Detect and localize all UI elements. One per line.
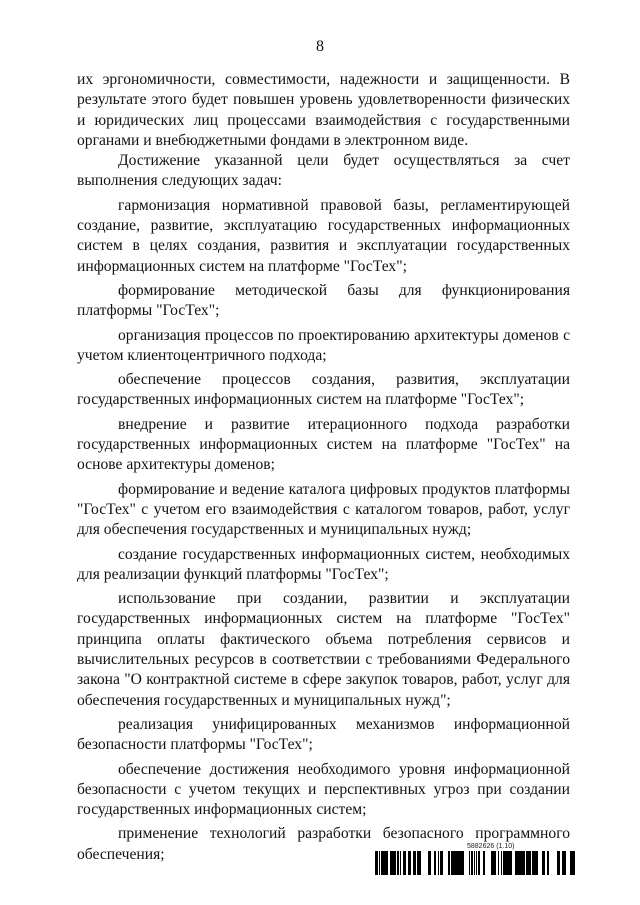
barcode-bar: [417, 851, 418, 875]
list-item: реализация унифицированных механизмов информационной безопасности платформы "ГосТех";: [77, 715, 570, 754]
barcode-bar: [376, 851, 377, 875]
barcode-bar: [483, 851, 485, 875]
barcode-bar: [409, 851, 410, 875]
barcode-bar: [515, 851, 516, 875]
barcode-bar: [532, 851, 534, 875]
list-item: организация процессов по проектированию архитектуры доменов с учетом клиентоцентричного подхода;: [77, 326, 570, 364]
barcode-bar: [494, 851, 496, 875]
barcode-bar: [516, 851, 518, 875]
barcode-bar: [478, 851, 480, 875]
barcode-bar: [507, 851, 508, 875]
barcode-bar: [387, 851, 388, 875]
barcode-bar: [535, 851, 536, 875]
barcode-bar: [390, 851, 391, 875]
barcode-bar: [571, 851, 573, 875]
list-item: гармонизация нормативной правовой базы, регламентирующей создание, развитие, эксплуатацию государственных информационных систем в целях создания, развития и эксплуатации государственных информационных систем на платформе "ГосТех";: [77, 196, 570, 275]
barcode-bar: [449, 851, 450, 875]
barcode-bar: [400, 851, 401, 875]
barcode-bar: [508, 851, 509, 875]
barcode-bar: [408, 851, 409, 875]
barcode-bar: [457, 851, 459, 875]
barcode-bar: [472, 851, 473, 875]
barcode-bar: [476, 851, 477, 875]
barcode-bar: [383, 851, 384, 875]
barcode-bar: [563, 851, 565, 875]
barcode-bar: [418, 851, 419, 875]
barcode-bar: [519, 851, 521, 875]
barcode-bar: [456, 851, 457, 875]
barcode-bar: [384, 851, 386, 875]
barcode-bar: [430, 851, 431, 875]
barcode-bar: [509, 851, 511, 875]
barcode-bar: [438, 851, 439, 875]
barcode-bar: [559, 851, 560, 875]
barcode-bar: [565, 851, 566, 875]
barcode-bar: [557, 851, 558, 875]
barcode-bar: [471, 851, 472, 875]
barcode-bar: [522, 851, 523, 875]
barcode-bar: [410, 851, 411, 875]
barcode-bar: [435, 851, 436, 875]
barcode-bar: [518, 851, 519, 875]
barcode-bar: [428, 851, 429, 875]
list-item: создание государственных информационных систем, необходимых для реализации функций платформы "ГосТех";: [77, 545, 570, 583]
barcode-bar: [498, 851, 499, 875]
barcode-bar: [453, 851, 454, 875]
barcode-bar: [469, 851, 470, 875]
barcode-bar: [459, 851, 460, 875]
barcode-bar: [375, 851, 376, 875]
barcode-bar: [415, 851, 416, 875]
barcode-bar: [524, 851, 525, 875]
list-item: обеспечение достижения необходимого уровня информационной безопасности с учетом текущих и перспективных угроз при создании государственных информационных систем;: [77, 760, 570, 819]
barcode-bar: [398, 851, 399, 875]
barcode-bar: [570, 851, 571, 875]
barcode-bar: [403, 851, 404, 875]
barcode-bar: [397, 851, 398, 875]
barcode-bar: [542, 851, 544, 875]
list-item: формирование и ведение каталога цифровых продуктов платформы "ГосТех" с учетом его взаимодействия с каталогом товаров, работ, услуг для обеспечения государственных и муниципальных нужд;: [77, 480, 570, 539]
barcode-bar: [558, 851, 559, 875]
barcode-bar: [462, 851, 463, 875]
barcode-bar: [379, 851, 380, 875]
document-code: 5882626 (1.10): [467, 843, 515, 850]
barcode-bar: [523, 851, 524, 875]
barcode-bar: [419, 851, 421, 875]
document-body: [77, 70, 570, 865]
barcode-bar: [381, 851, 383, 875]
barcode-bar: [448, 851, 449, 875]
barcode-bar: [393, 851, 394, 875]
barcode-bar: [527, 851, 529, 875]
barcode-bar: [440, 851, 442, 875]
barcode-bar: [455, 851, 456, 875]
barcode: [375, 851, 575, 875]
barcode-bar: [511, 851, 512, 875]
barcode-bar: [492, 851, 494, 875]
barcode-bar: [526, 851, 527, 875]
barcode-bar: [377, 851, 378, 875]
barcode-bar: [460, 851, 462, 875]
barcode-bar: [429, 851, 430, 875]
barcode-bar: [434, 851, 435, 875]
list-item: обеспечение процессов создания, развития, эксплуатации государственных информационных систем на платформе "ГосТех";: [77, 371, 570, 409]
barcode-bar: [463, 851, 464, 875]
barcode-bar: [536, 851, 538, 875]
barcode-bar: [442, 851, 443, 875]
paragraph: Достижение указанной цели будет осуществляться за счет выполнения следующих задач:: [77, 152, 570, 190]
barcode-bar: [547, 851, 548, 875]
barcode-bar: [573, 851, 574, 875]
barcode-bar: [454, 851, 455, 875]
barcode-bar: [386, 851, 387, 875]
barcode-bar: [529, 851, 530, 875]
barcode-bar: [574, 851, 575, 875]
barcode-bar: [391, 851, 393, 875]
list-item: использование при создании, развитии и эксплуатации государственных информационных систем на платформе "ГосТех" принципа оплаты фактического объема потребления сервисов и вычислительных ресурсов в соответствии с требованиями Федерального закона "О контрактной системе в сфере закупок товаров, работ, услуг для обеспечения государственных и муниципальных нужд";: [77, 590, 570, 709]
barcode-bar: [404, 851, 406, 875]
list-item: внедрение и развитие итерационного подхода разработки государственных информационных систем на платформе "ГосТех" на основе архитектуры доменов;: [77, 415, 570, 474]
page-number: 8: [316, 38, 324, 55]
barcode-bar: [530, 851, 531, 875]
barcode-bar: [521, 851, 522, 875]
barcode-bar: [491, 851, 492, 875]
barcode-bar: [413, 851, 415, 875]
list-item: применение технологий разработки безопасного программного обеспечения;: [77, 825, 570, 863]
list-item: формирование методической базы для функционирования платформы "ГосТех";: [77, 281, 570, 320]
barcode-bar: [394, 851, 396, 875]
paragraph: их эргономичности, совместимости, надежности и защищенности. В результате этого будет повышен уровень удовлетворенности физических и юридических лиц процессами взаимодействия с государственными органами и внебюджетными фондами в электронном виде.: [77, 71, 570, 149]
barcode-bar: [503, 851, 505, 875]
barcode-bar: [505, 851, 507, 875]
barcode-bar: [474, 851, 475, 875]
barcode-bar: [544, 851, 545, 875]
barcode-bar: [534, 851, 535, 875]
barcode-bar: [548, 851, 549, 875]
barcode-bar: [562, 851, 563, 875]
barcode-bar: [501, 851, 502, 875]
barcode-bar: [451, 851, 453, 875]
